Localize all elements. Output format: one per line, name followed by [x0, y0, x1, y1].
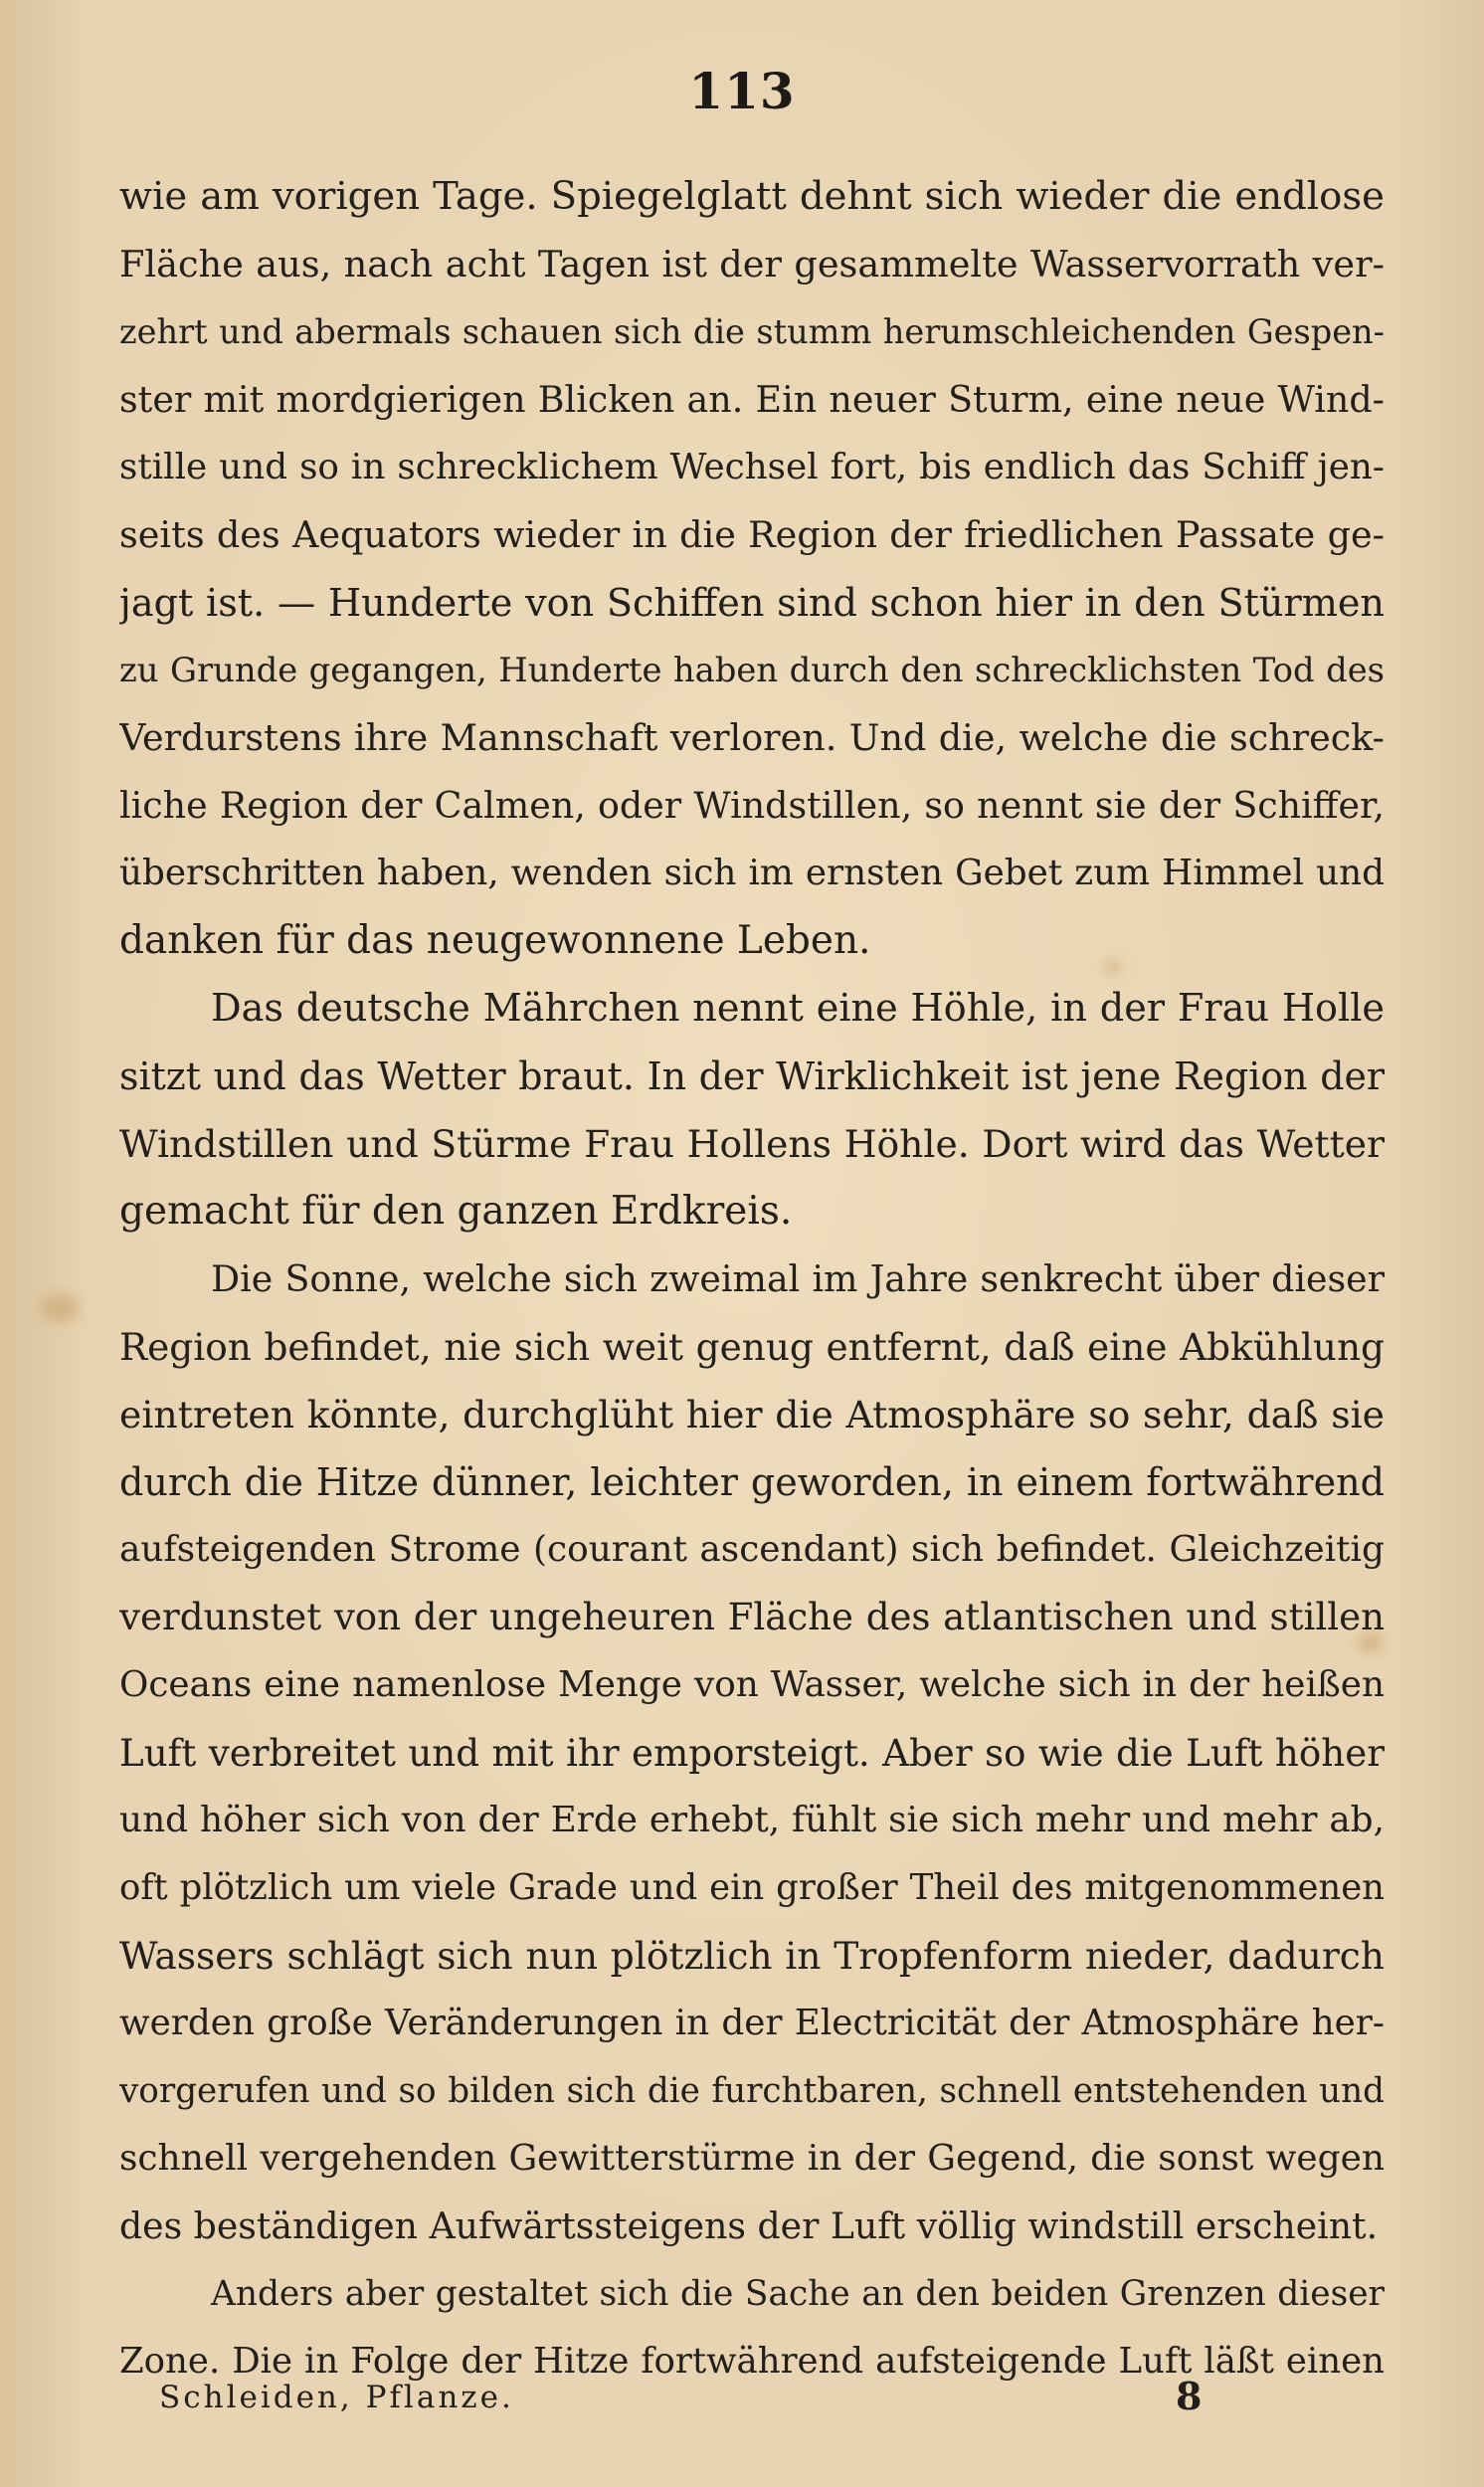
text-line: gemacht für den ganzen Erdkreis. — [119, 1189, 793, 1234]
text-line: durch die Hitze dünner, leichter geworden, in einem fortwährend — [119, 1460, 1385, 1504]
paper-stain — [40, 1293, 80, 1323]
text-line: zu Grunde gegangen, Hunderte haben durch den schrecklichsten Tod des — [119, 651, 1385, 689]
text-line: Verdurstens ihre Mannschaft verloren. Und die, welche die schreck- — [119, 716, 1385, 759]
page-footer — [159, 2374, 1213, 2418]
text-line: liche Region der Calmen, oder Windstillen, so nennt sie der Schiffer, — [119, 784, 1385, 827]
text-line: Windstillen und Stürme Frau Hollens Höhle. Dort wird das Wetter — [119, 1122, 1385, 1166]
text-line: eintreten könnte, durchglüht hier die Atmosphäre so sehr, daß sie — [119, 1393, 1385, 1436]
text-line: Oceans eine namenlose Menge von Wasser, welche sich in der heißen — [119, 1664, 1385, 1705]
sheet-number: 8 — [1176, 2374, 1203, 2418]
text-line: Region befindet, nie sich weit genug entfernt, daß eine Abkühlung — [119, 1325, 1385, 1369]
text-line: Luft verbreitet und mit ihr emporsteigt. Aber so wie die Luft höher — [119, 1731, 1385, 1775]
text-line: vorgerufen und so bilden sich die furchtbaren, schnell entstehenden und — [119, 2071, 1385, 2111]
text-line: wie am vorigen Tage. Spiegelglatt dehnt sich wieder die endlose — [119, 174, 1385, 219]
text-line: Wassers schlägt sich nun plötzlich in Tropfenform nieder, dadurch — [119, 1934, 1385, 1978]
text-line: seits des Aequators wieder in die Region der friedlichen Passate ge- — [119, 513, 1385, 556]
text-line: verdunstet von der ungeheuren Fläche des atlantischen und stillen — [119, 1596, 1385, 1638]
text-line: jagt ist. — Hunderte von Schiffen sind schon hier in den Stürmen — [119, 581, 1385, 625]
text-line: ster mit mordgierigen Blicken an. Ein neuer Sturm, eine neue Wind- — [119, 378, 1385, 421]
text-line: werden große Veränderungen in der Electricität der Atmosphäre her- — [119, 2003, 1385, 2043]
paragraph-first-line: Anders aber gestaltet sich die Sache an den beiden Grenzen dieser — [211, 2274, 1385, 2314]
text-line: sitzt und das Wetter braut. In der Wirklichkeit ist jene Region der — [119, 1054, 1385, 1098]
text-line: oft plötzlich um viele Grade und ein großer Theil des mitgenommenen — [119, 1867, 1385, 1908]
text-line: zehrt und abermals schauen sich die stumm herumschleichenden Gespen- — [119, 312, 1385, 351]
text-line: Fläche aus, nach acht Tagen ist der gesammelte Wasservorrath ver- — [119, 243, 1385, 286]
paragraph-first-line: Die Sonne, welche sich zweimal im Jahre senkrecht über dieser — [211, 1257, 1385, 1300]
body-text — [119, 163, 1385, 2395]
text-line: danken für das neugewonnene Leben. — [119, 918, 871, 963]
paragraph-first-line: Das deutsche Mährchen nennt eine Höhle, in der Frau Holle — [211, 987, 1385, 1031]
text-line: überschritten haben, wenden sich im ernsten Gebet zum Himmel und — [119, 853, 1385, 893]
text-line: und höher sich von der Erde erhebt, fühlt sie sich mehr und mehr ab, — [119, 1800, 1385, 1840]
text-line: des beständigen Aufwärtssteigens der Luft völlig windstill erscheint. — [119, 2204, 1379, 2247]
text-line: stille und so in schrecklichem Wechsel fort, bis endlich das Schiff jen- — [119, 447, 1385, 487]
text-line: aufsteigenden Strome (courant ascendant) sich befindet. Gleichzeitig — [119, 1529, 1385, 1570]
text-line: schnell vergehenden Gewitterstürme in der Gegend, die sonst wegen — [119, 2138, 1385, 2179]
page-number: 113 — [688, 62, 796, 120]
text-line: Zone. Die in Folge der Hitze fortwährend aufsteigende Luft läßt einen — [119, 2341, 1385, 2382]
signature-mark: Schleiden, Pflanze. — [159, 2380, 514, 2415]
